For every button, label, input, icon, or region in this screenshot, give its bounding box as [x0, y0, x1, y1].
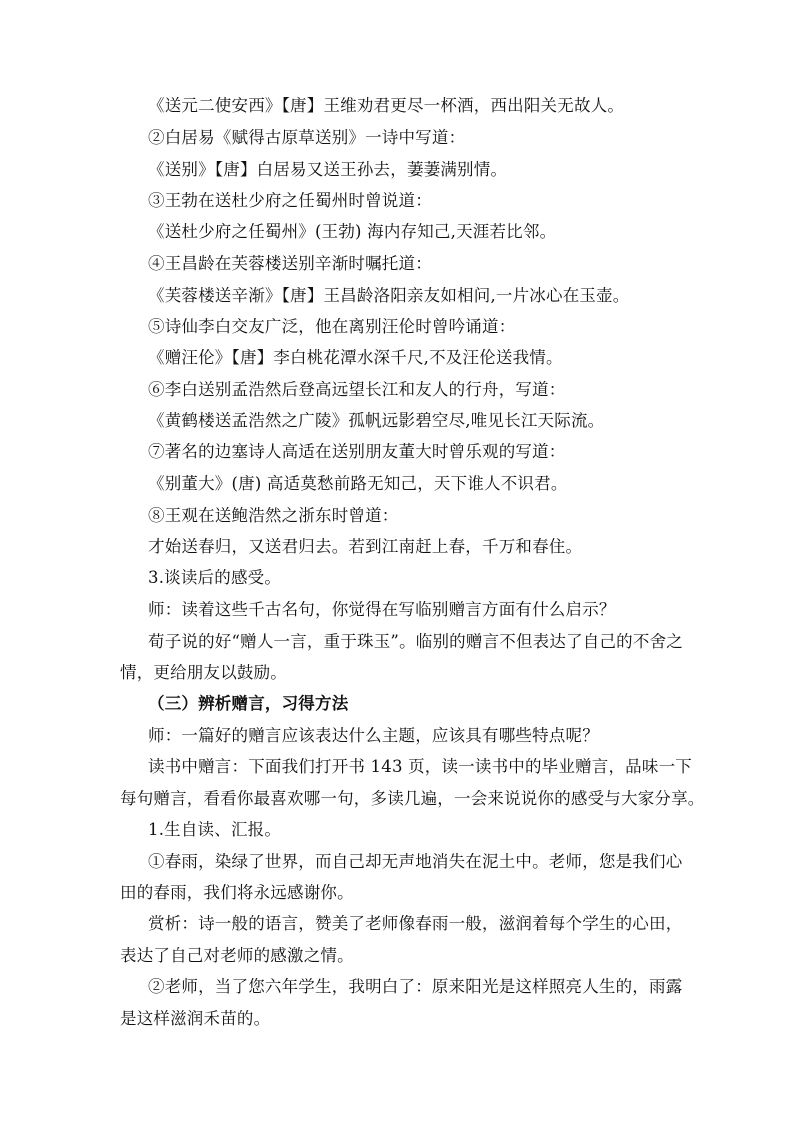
text-line: 《黄鹤楼送孟浩然之广陵》孤帆远影碧空尽,唯见长江天际流。 — [148, 411, 605, 430]
text-line: 《送元二使安西》【唐】王维劝君更尽一杯酒，西出阳关无故人。 — [148, 96, 625, 115]
text-line: 《芙蓉楼送辛渐》【唐】王昌龄洛阳亲友如相问,一片冰心在玉壶。 — [148, 286, 630, 305]
text-line: 师：读着这些千古名句，你觉得在写临别赠言方面有什么启示？ — [148, 600, 616, 619]
text-line: 情，更给朋友以鼓励。 — [120, 663, 287, 682]
text-line: ①春雨，染绿了世界，而自己却无声地消失在泥土中。老师，您是我们心 — [148, 852, 683, 871]
text-line: ②白居易《赋得古原草送别》一诗中写道： — [148, 128, 466, 147]
text-line: 荀子说的好“赠人一言，重于珠玉”。临别的赠言不但表达了自己的不舍之 — [148, 632, 683, 651]
text-line: ⑥李白送别孟浩然后登高远望长江和友人的行舟，写道： — [148, 380, 566, 399]
section-heading: （三）辨析赠言，习得方法 — [148, 694, 349, 713]
text-line: 赏析：诗一般的语言，赞美了老师像春雨一般，滋润着每个学生的心田， — [148, 914, 683, 933]
text-line: ⑦著名的边塞诗人高适在送别朋友董大时曾乐观的写道： — [148, 442, 566, 461]
text-line: 1.生自读、汇报。 — [148, 820, 282, 839]
text-line: ⑧王观在送鲍浩然之浙东时曾道： — [148, 506, 399, 525]
text-line: 师：一篇好的赠言应该表达什么主题，应该具有哪些特点呢？ — [148, 726, 599, 745]
text-line: 每句赠言，看看你最喜欢哪一句，多读几遍，一会来说说你的感受与大家分享。 — [120, 789, 705, 808]
text-line: 《赠汪伦》【唐】李白桃花潭水深千尺,不及汪伦送我情。 — [148, 348, 563, 367]
text-line: 读书中赠言：下面我们打开书 143 页，读一读书中的毕业赠言，品味一下 — [148, 757, 692, 776]
text-line: 田的春雨，我们将永远感谢你。 — [120, 883, 354, 902]
text-line: 《送杜少府之任蜀州》(王勃) 海内存知己,天涯若比邻。 — [148, 222, 557, 241]
text-line: ⑤诗仙李白交友广泛，他在离别汪伦时曾吟诵道： — [148, 317, 516, 336]
text-line: 3.谈读后的感受。 — [148, 568, 282, 587]
text-line: 《别董大》(唐) 高适莫愁前路无知己，天下谁人不识君。 — [148, 474, 568, 493]
text-line: ③王勃在送杜少府之任蜀州时曾说道： — [148, 191, 432, 210]
text-line: 才始送春归，又送君归去。若到江南赶上春，千万和春住。 — [148, 537, 583, 556]
text-line: 表达了自己对老师的感激之情。 — [120, 946, 354, 965]
text-line: 是这样滋润禾苗的。 — [120, 1009, 271, 1028]
text-line: ②老师，当了您六年学生，我明白了：原来阳光是这样照亮人生的，雨露 — [148, 977, 683, 996]
text-line: ④王昌龄在芙蓉楼送别辛渐时嘱托道： — [148, 254, 432, 273]
text-line: 《送别》【唐】白居易又送王孙去，萋萋满别情。 — [148, 160, 508, 179]
